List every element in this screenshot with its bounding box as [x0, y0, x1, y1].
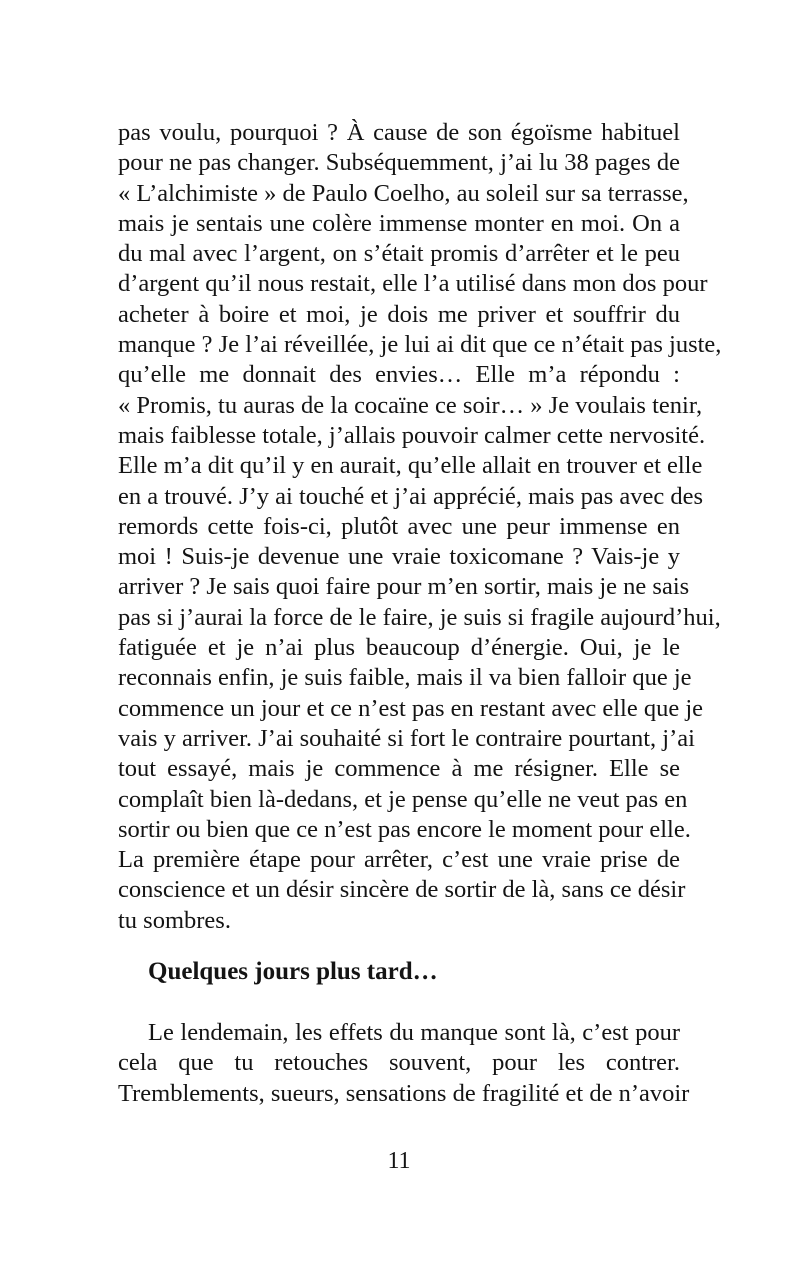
text-line: cela que tu retouches souvent, pour les contrer. — [118, 1049, 680, 1077]
text-line: pas voulu, pourquoi ? À cause de son égoïsme habituel — [118, 119, 680, 146]
text-line: commence un jour et ce n’est pas en restant avec elle que je — [118, 694, 704, 722]
text-line: sortir ou bien que ce n’est pas encore le moment pour elle. — [118, 815, 691, 843]
text-line: Elle m’a dit qu’il y en aurait, qu’elle allait en trouver et elle — [118, 452, 703, 480]
text-line: Tremblements, sueurs, sensations de fragilité et de n’avoir — [118, 1079, 690, 1107]
text-line: mais je sentais une colère immense monter en moi. On a — [118, 209, 680, 237]
text-line: reconnais enfin, je suis faible, mais il va bien falloir que je — [118, 664, 692, 692]
page-number: 11 — [387, 1148, 411, 1174]
text-line: pas si j’aurai la force de le faire, je suis si fragile aujourd’hui, — [118, 603, 721, 631]
text-line: remords cette fois-ci, plutôt avec une peur immense en — [118, 512, 680, 540]
text-line: mais faiblesse totale, j’allais pouvoir calmer cette nervosité. — [118, 421, 706, 449]
section-heading: Quelques jours plus tard… — [148, 958, 438, 985]
text-line: manque ? Je l’ai réveillée, je lui ai dit que ce n’était pas juste, — [118, 331, 722, 359]
text-line: « L’alchimiste » de Paulo Coelho, au soleil sur sa terrasse, — [118, 179, 689, 207]
body-text — [118, 118, 722, 936]
text-line: tout essayé, mais je commence à me résigner. Elle se — [118, 755, 680, 783]
text-line: d’argent qu’il nous restait, elle l’a utilisé dans mon dos pour — [118, 270, 708, 298]
text-line: acheter à boire et moi, je dois me priver et souffrir du — [118, 300, 680, 328]
text-line: moi ! Suis-je devenue une vraie toxicomane ? Vais-je y — [118, 543, 680, 571]
text-line: La première étape pour arrêter, c’est une vraie prise de — [118, 846, 680, 874]
text-line: Le lendemain, les effets du manque sont là, c’est pour — [148, 1019, 680, 1046]
body-text-continued — [118, 1018, 690, 1109]
text-line: arriver ? Je sais quoi faire pour m’en sortir, mais je ne sais — [118, 573, 690, 601]
text-line: pour ne pas changer. Subséquemment, j’ai lu 38 pages de — [118, 149, 680, 177]
text-line: « Promis, tu auras de la cocaïne ce soir… » Je voulais tenir, — [118, 391, 703, 419]
text-line: fatiguée et je n’ai plus beaucoup d’énergie. Oui, je le — [118, 634, 680, 662]
text-line: conscience et un désir sincère de sortir de là, sans ce désir — [118, 876, 686, 904]
text-line: vais y arriver. J’ai souhaité si fort le contraire pourtant, j’ai — [118, 724, 695, 752]
text-line: complaît bien là-dedans, et je pense qu’elle ne veut pas en — [118, 785, 688, 813]
text-line: qu’elle me donnait des envies… Elle m’a répondu : — [118, 361, 680, 389]
text-line: tu sombres. — [118, 906, 231, 934]
text-line: en a trouvé. J’y ai touché et j’ai apprécié, mais pas avec des — [118, 482, 704, 510]
text-line: du mal avec l’argent, on s’était promis d’arrêter et le peu — [118, 240, 680, 268]
